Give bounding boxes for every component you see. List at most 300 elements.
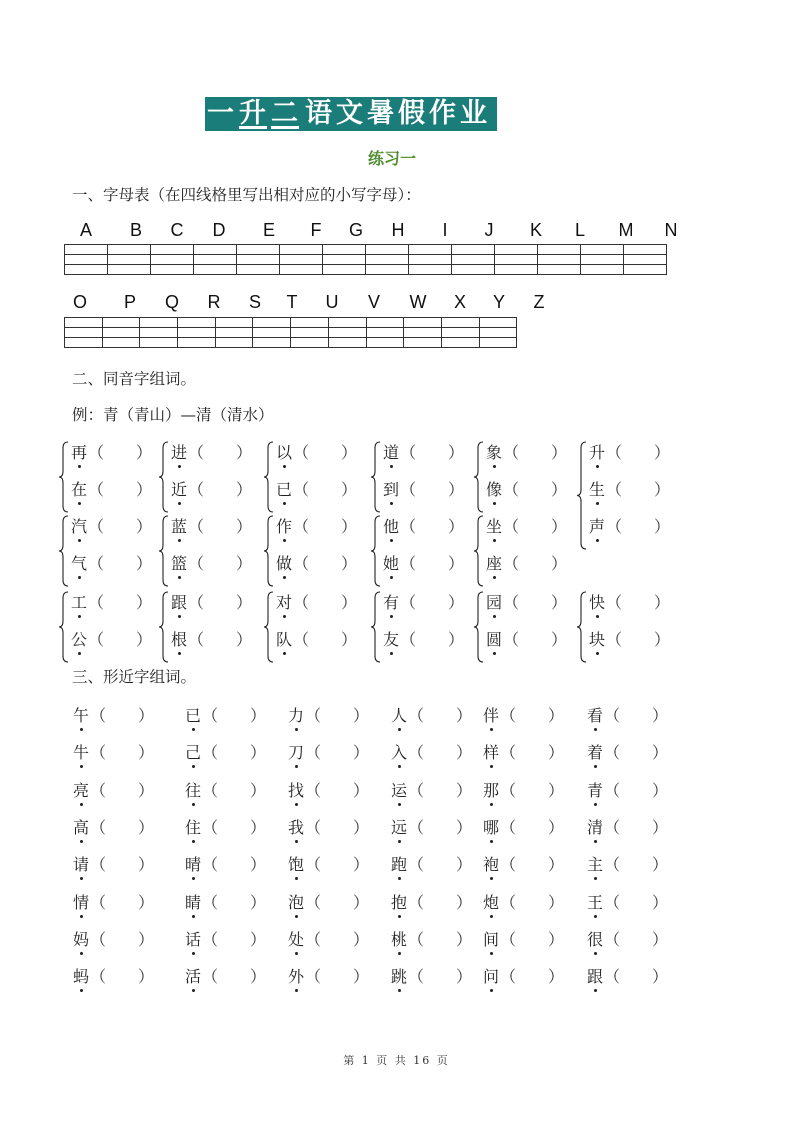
similar-item[interactable] xyxy=(287,778,369,801)
answer-blank[interactable]: （ ） xyxy=(293,443,358,462)
homophone-group xyxy=(370,514,464,588)
answer-blank[interactable]: （ ） xyxy=(90,817,155,837)
answer-blank[interactable]: （ ） xyxy=(500,706,565,725)
homophone-item[interactable] xyxy=(70,590,152,627)
homophone-group xyxy=(58,590,152,664)
answer-blank[interactable]: （ ） xyxy=(400,480,465,499)
letter-1: B xyxy=(129,220,142,240)
answer-blank[interactable]: （ ） xyxy=(500,892,565,912)
answer-blank[interactable]: （ ） xyxy=(188,480,253,499)
grid-cell[interactable] xyxy=(237,245,280,255)
similar-item[interactable] xyxy=(72,703,154,726)
similar-item[interactable] xyxy=(586,964,668,987)
homophone-item[interactable] xyxy=(275,627,357,664)
answer-blank[interactable]: （ ） xyxy=(305,706,370,725)
grid-cell[interactable] xyxy=(215,338,253,348)
homophone-item[interactable] xyxy=(275,551,357,588)
similar-item[interactable] xyxy=(390,964,472,987)
answer-blank[interactable]: （ ） xyxy=(305,892,370,912)
similar-item[interactable] xyxy=(287,927,369,950)
similar-item[interactable] xyxy=(482,740,564,763)
character: 着 xyxy=(586,740,604,763)
answer-blank[interactable]: （ ） xyxy=(305,743,370,763)
letter-13: N xyxy=(664,220,678,240)
similar-item[interactable] xyxy=(390,890,472,913)
answer-blank[interactable]: （ ） xyxy=(88,517,153,536)
character: 跟 xyxy=(170,590,188,613)
grid-cell[interactable] xyxy=(194,245,237,255)
grid-cell[interactable] xyxy=(328,328,366,338)
grid-cell[interactable] xyxy=(140,328,178,338)
similar-item[interactable] xyxy=(287,964,369,987)
brace-icon xyxy=(473,514,485,588)
grid-cell[interactable] xyxy=(291,328,329,338)
grid-cell[interactable] xyxy=(280,265,323,275)
grid-cell[interactable] xyxy=(323,265,366,275)
answer-blank[interactable]: （ ） xyxy=(202,892,267,912)
homophone-item[interactable] xyxy=(382,440,464,477)
character: 蚂 xyxy=(72,964,90,987)
answer-blank[interactable]: （ ） xyxy=(202,967,267,987)
grid-cell[interactable] xyxy=(495,255,538,265)
grid-cell[interactable] xyxy=(441,318,479,328)
homophone-item[interactable] xyxy=(588,440,670,477)
similar-item[interactable] xyxy=(586,890,668,913)
homophone-item[interactable] xyxy=(382,514,464,551)
answer-blank[interactable]: （ ） xyxy=(88,480,153,499)
grid-cell[interactable] xyxy=(538,245,581,255)
answer-blank[interactable]: （ ） xyxy=(408,817,473,837)
grid-cell[interactable] xyxy=(366,255,409,265)
four-line-grid-2[interactable] xyxy=(64,317,517,348)
grid-cell[interactable] xyxy=(194,265,237,275)
brace-icon xyxy=(576,440,588,551)
similar-item[interactable] xyxy=(72,740,154,763)
homophone-item[interactable] xyxy=(382,477,464,514)
grid-cell[interactable] xyxy=(280,245,323,255)
answer-blank[interactable]: （ ） xyxy=(500,967,565,987)
homophone-item[interactable] xyxy=(588,590,670,627)
similar-item[interactable] xyxy=(184,890,266,913)
grid-cell[interactable] xyxy=(441,338,479,348)
answer-blank[interactable]: （ ） xyxy=(503,630,568,649)
grid-cell[interactable] xyxy=(452,255,495,265)
similar-item[interactable] xyxy=(586,815,668,838)
character: 再 xyxy=(70,440,88,463)
answer-blank[interactable]: （ ） xyxy=(400,443,465,462)
grid-cell[interactable] xyxy=(323,255,366,265)
answer-blank[interactable]: （ ） xyxy=(604,892,669,912)
letter-10: Y xyxy=(492,292,505,312)
character: 篮 xyxy=(170,551,188,574)
answer-blank[interactable]: （ ） xyxy=(400,517,465,536)
homophone-item[interactable] xyxy=(485,440,567,477)
homophone-item[interactable] xyxy=(275,440,357,477)
grid-cell[interactable] xyxy=(581,245,624,255)
grid-cell[interactable] xyxy=(409,245,452,255)
answer-blank[interactable]: （ ） xyxy=(88,554,153,573)
brace-icon xyxy=(263,514,275,588)
grid-cell[interactable] xyxy=(366,338,404,348)
grid-cell[interactable] xyxy=(495,265,538,275)
similar-item[interactable] xyxy=(72,815,154,838)
grid-cell[interactable] xyxy=(253,328,291,338)
grid-cell[interactable] xyxy=(538,265,581,275)
grid-cell[interactable] xyxy=(140,338,178,348)
answer-blank[interactable]: （ ） xyxy=(188,593,253,612)
grid-cell[interactable] xyxy=(409,265,452,275)
similar-item[interactable] xyxy=(184,964,266,987)
answer-blank[interactable]: （ ） xyxy=(604,706,669,725)
similar-item[interactable] xyxy=(287,852,369,875)
homophone-item[interactable] xyxy=(170,440,252,477)
letter-3: D xyxy=(212,220,226,240)
grid-cell[interactable] xyxy=(366,265,409,275)
character: 情 xyxy=(72,890,90,913)
homophone-item[interactable] xyxy=(170,590,252,627)
grid-cell[interactable] xyxy=(328,338,366,348)
answer-blank[interactable]: （ ） xyxy=(90,929,155,949)
character: 样 xyxy=(482,740,500,763)
grid-cell[interactable] xyxy=(108,255,151,265)
answer-blank[interactable]: （ ） xyxy=(90,780,155,800)
answer-blank[interactable]: （ ） xyxy=(606,517,671,536)
similar-item[interactable] xyxy=(184,740,266,763)
answer-blank[interactable]: （ ） xyxy=(90,855,155,875)
answer-blank[interactable]: （ ） xyxy=(188,554,253,573)
answer-blank[interactable]: （ ） xyxy=(188,517,253,536)
grid-cell[interactable] xyxy=(194,255,237,265)
homophone-item[interactable] xyxy=(485,590,567,627)
answer-blank[interactable]: （ ） xyxy=(500,743,565,763)
similar-item[interactable] xyxy=(72,964,154,987)
answer-blank[interactable]: （ ） xyxy=(90,967,155,987)
answer-blank[interactable]: （ ） xyxy=(606,630,671,649)
homophone-item[interactable] xyxy=(382,551,464,588)
similar-item[interactable] xyxy=(287,815,369,838)
answer-blank[interactable]: （ ） xyxy=(293,630,358,649)
answer-blank[interactable]: （ ） xyxy=(188,443,253,462)
answer-blank[interactable]: （ ） xyxy=(500,780,565,800)
grid-cell[interactable] xyxy=(479,318,517,328)
answer-blank[interactable]: （ ） xyxy=(604,780,669,800)
grid-cell[interactable] xyxy=(581,265,624,275)
title-segment-3: 二 xyxy=(271,98,299,129)
letter-4: S xyxy=(248,292,261,312)
character: 己 xyxy=(184,740,202,763)
character: 远 xyxy=(390,815,408,838)
similar-item[interactable] xyxy=(586,852,668,875)
grid-cell[interactable] xyxy=(452,265,495,275)
grid-cell[interactable] xyxy=(581,255,624,265)
answer-blank[interactable]: （ ） xyxy=(408,967,473,987)
homophone-item[interactable] xyxy=(588,514,670,551)
grid-cell[interactable] xyxy=(108,265,151,275)
grid-cell[interactable] xyxy=(479,328,517,338)
grid-cell[interactable] xyxy=(366,328,404,338)
answer-blank[interactable]: （ ） xyxy=(500,929,565,949)
similar-item[interactable] xyxy=(287,890,369,913)
answer-blank[interactable]: （ ） xyxy=(202,817,267,837)
character: 对 xyxy=(275,590,293,613)
similar-item[interactable] xyxy=(586,778,668,801)
character: 王 xyxy=(586,890,604,913)
grid-cell[interactable] xyxy=(404,338,442,348)
answer-blank[interactable]: （ ） xyxy=(604,743,669,763)
grid-cell[interactable] xyxy=(404,328,442,338)
letter-0: A xyxy=(79,220,92,240)
similar-item[interactable] xyxy=(482,927,564,950)
homophone-item[interactable] xyxy=(275,477,357,514)
character: 公 xyxy=(70,627,88,650)
grid-cell[interactable] xyxy=(151,255,194,265)
title-segment-1: 一 xyxy=(207,98,235,129)
homophone-group xyxy=(58,440,152,514)
grid-cell[interactable] xyxy=(102,328,140,338)
grid-cell[interactable] xyxy=(65,338,103,348)
grid-cell[interactable] xyxy=(404,318,442,328)
homophone-item[interactable] xyxy=(170,551,252,588)
homophone-item[interactable] xyxy=(70,551,152,588)
answer-blank[interactable]: （ ） xyxy=(88,593,153,612)
answer-blank[interactable]: （ ） xyxy=(202,855,267,875)
grid-cell[interactable] xyxy=(323,245,366,255)
answer-blank[interactable]: （ ） xyxy=(305,967,370,987)
grid-cell[interactable] xyxy=(237,265,280,275)
grid-cell[interactable] xyxy=(65,245,108,255)
similar-item[interactable] xyxy=(72,927,154,950)
letter-9: J xyxy=(484,220,494,240)
character: 跳 xyxy=(390,964,408,987)
grid-cell[interactable] xyxy=(624,265,667,275)
grid-cell[interactable] xyxy=(253,318,291,328)
answer-blank[interactable]: （ ） xyxy=(293,593,358,612)
homophone-group xyxy=(576,590,670,664)
character: 请 xyxy=(72,852,90,875)
grid-cell[interactable] xyxy=(65,255,108,265)
answer-blank[interactable]: （ ） xyxy=(408,855,473,875)
answer-blank[interactable]: （ ） xyxy=(90,706,155,725)
similar-item[interactable] xyxy=(482,964,564,987)
letter-3: R xyxy=(207,292,221,312)
grid-cell[interactable] xyxy=(102,318,140,328)
similar-item[interactable] xyxy=(390,778,472,801)
answer-blank[interactable]: （ ） xyxy=(88,443,153,462)
similar-item[interactable] xyxy=(287,703,369,726)
brace-icon xyxy=(158,440,170,514)
grid-cell[interactable] xyxy=(215,328,253,338)
homophone-group xyxy=(158,590,252,664)
character: 伴 xyxy=(482,703,500,726)
answer-blank[interactable]: （ ） xyxy=(293,554,358,573)
similar-item[interactable] xyxy=(482,852,564,875)
grid-cell[interactable] xyxy=(102,338,140,348)
homophone-item[interactable] xyxy=(588,627,670,664)
homophone-group xyxy=(158,514,252,588)
answer-blank[interactable]: （ ） xyxy=(305,780,370,800)
grid-cell[interactable] xyxy=(624,255,667,265)
grid-cell[interactable] xyxy=(291,338,329,348)
letter-6: U xyxy=(325,292,339,312)
answer-blank[interactable]: （ ） xyxy=(90,743,155,763)
grid-cell[interactable] xyxy=(495,245,538,255)
similar-item[interactable] xyxy=(482,815,564,838)
answer-blank[interactable]: （ ） xyxy=(408,780,473,800)
grid-cell[interactable] xyxy=(452,245,495,255)
answer-blank[interactable]: （ ） xyxy=(606,443,671,462)
similar-item[interactable] xyxy=(390,927,472,950)
grid-cell[interactable] xyxy=(366,318,404,328)
character: 牛 xyxy=(72,740,90,763)
brace-icon xyxy=(58,590,70,664)
worksheet-title xyxy=(205,97,497,131)
character: 袍 xyxy=(482,852,500,875)
answer-blank[interactable]: （ ） xyxy=(202,706,267,725)
grid-cell[interactable] xyxy=(151,265,194,275)
answer-blank[interactable]: （ ） xyxy=(408,892,473,912)
character: 在 xyxy=(70,477,88,500)
homophone-item[interactable] xyxy=(70,627,152,664)
answer-blank[interactable]: （ ） xyxy=(293,517,358,536)
grid-cell[interactable] xyxy=(479,338,517,348)
homophone-item[interactable] xyxy=(485,551,567,588)
four-line-grid-1[interactable] xyxy=(64,244,667,275)
homophone-item[interactable] xyxy=(588,477,670,514)
answer-blank[interactable]: （ ） xyxy=(503,480,568,499)
answer-blank[interactable]: （ ） xyxy=(408,929,473,949)
similar-item[interactable] xyxy=(586,927,668,950)
answer-blank[interactable]: （ ） xyxy=(503,554,568,573)
character: 力 xyxy=(287,703,305,726)
grid-cell[interactable] xyxy=(328,318,366,328)
answer-blank[interactable]: （ ） xyxy=(500,817,565,837)
grid-cell[interactable] xyxy=(215,318,253,328)
grid-cell[interactable] xyxy=(178,328,216,338)
character: 队 xyxy=(275,627,293,650)
homophone-item[interactable] xyxy=(70,477,152,514)
similar-item[interactable] xyxy=(482,890,564,913)
answer-blank[interactable]: （ ） xyxy=(400,554,465,573)
character: 已 xyxy=(275,477,293,500)
answer-blank[interactable]: （ ） xyxy=(606,593,671,612)
grid-cell[interactable] xyxy=(65,318,103,328)
grid-cell[interactable] xyxy=(624,245,667,255)
answer-blank[interactable]: （ ） xyxy=(293,480,358,499)
grid-cell[interactable] xyxy=(65,328,103,338)
answer-blank[interactable]: （ ） xyxy=(305,929,370,949)
character: 晴 xyxy=(184,852,202,875)
brace-icon xyxy=(576,590,588,664)
answer-blank[interactable]: （ ） xyxy=(400,630,465,649)
answer-blank[interactable]: （ ） xyxy=(503,517,568,536)
grid-cell[interactable] xyxy=(409,255,452,265)
answer-blank[interactable]: （ ） xyxy=(202,780,267,800)
brace-icon xyxy=(370,590,382,664)
grid-cell[interactable] xyxy=(151,245,194,255)
homophone-item[interactable] xyxy=(70,440,152,477)
grid-cell[interactable] xyxy=(291,318,329,328)
grid-cell[interactable] xyxy=(108,245,151,255)
answer-blank[interactable]: （ ） xyxy=(408,706,473,725)
answer-blank[interactable]: （ ） xyxy=(604,929,669,949)
answer-blank[interactable]: （ ） xyxy=(305,817,370,837)
similar-item[interactable] xyxy=(184,703,266,726)
similar-item[interactable] xyxy=(72,890,154,913)
similar-item[interactable] xyxy=(586,740,668,763)
letter-6: G xyxy=(348,220,363,240)
similar-item[interactable] xyxy=(287,740,369,763)
similar-item[interactable] xyxy=(390,703,472,726)
answer-blank[interactable]: （ ） xyxy=(604,967,669,987)
homophone-item[interactable] xyxy=(170,477,252,514)
similar-item[interactable] xyxy=(184,778,266,801)
similar-item[interactable] xyxy=(390,740,472,763)
answer-blank[interactable]: （ ） xyxy=(305,855,370,875)
grid-cell[interactable] xyxy=(140,318,178,328)
character: 坐 xyxy=(485,514,503,537)
homophone-item[interactable] xyxy=(170,514,252,551)
homophone-item[interactable] xyxy=(485,514,567,551)
answer-blank[interactable]: （ ） xyxy=(604,855,669,875)
answer-blank[interactable]: （ ） xyxy=(408,743,473,763)
grid-cell[interactable] xyxy=(253,338,291,348)
similar-item[interactable] xyxy=(184,852,266,875)
similar-item[interactable] xyxy=(72,778,154,801)
answer-blank[interactable]: （ ） xyxy=(90,892,155,912)
answer-blank[interactable]: （ ） xyxy=(188,630,253,649)
answer-blank[interactable]: （ ） xyxy=(503,443,568,462)
homophone-item[interactable] xyxy=(70,514,152,551)
answer-blank[interactable]: （ ） xyxy=(503,593,568,612)
grid-cell[interactable] xyxy=(237,255,280,265)
grid-cell[interactable] xyxy=(441,328,479,338)
homophone-item[interactable] xyxy=(275,514,357,551)
similar-item[interactable] xyxy=(586,703,668,726)
similar-item[interactable] xyxy=(482,703,564,726)
answer-blank[interactable]: （ ） xyxy=(202,929,267,949)
similar-item[interactable] xyxy=(390,815,472,838)
answer-blank[interactable]: （ ） xyxy=(88,630,153,649)
grid-cell[interactable] xyxy=(178,338,216,348)
similar-item[interactable] xyxy=(184,815,266,838)
character: 外 xyxy=(287,964,305,987)
answer-blank[interactable]: （ ） xyxy=(604,817,669,837)
answer-blank[interactable]: （ ） xyxy=(500,855,565,875)
letter-12: M xyxy=(618,220,634,240)
answer-blank[interactable]: （ ） xyxy=(202,743,267,763)
homophone-item[interactable] xyxy=(382,590,464,627)
answer-blank[interactable]: （ ） xyxy=(400,593,465,612)
similar-item[interactable] xyxy=(72,852,154,875)
grid-cell[interactable] xyxy=(178,318,216,328)
character: 桃 xyxy=(390,927,408,950)
similar-item[interactable] xyxy=(390,852,472,875)
homophone-item[interactable] xyxy=(170,627,252,664)
letter-11: Z xyxy=(533,292,545,312)
homophone-item[interactable] xyxy=(485,477,567,514)
similar-item[interactable] xyxy=(184,927,266,950)
grid-cell[interactable] xyxy=(65,265,108,275)
similar-item[interactable] xyxy=(482,778,564,801)
letter-8: I xyxy=(442,220,448,240)
grid-cell[interactable] xyxy=(280,255,323,265)
homophone-item[interactable] xyxy=(275,590,357,627)
grid-cell[interactable] xyxy=(366,245,409,255)
homophone-item[interactable] xyxy=(382,627,464,664)
grid-cell[interactable] xyxy=(538,255,581,265)
homophone-item[interactable] xyxy=(485,627,567,664)
answer-blank[interactable]: （ ） xyxy=(606,480,671,499)
